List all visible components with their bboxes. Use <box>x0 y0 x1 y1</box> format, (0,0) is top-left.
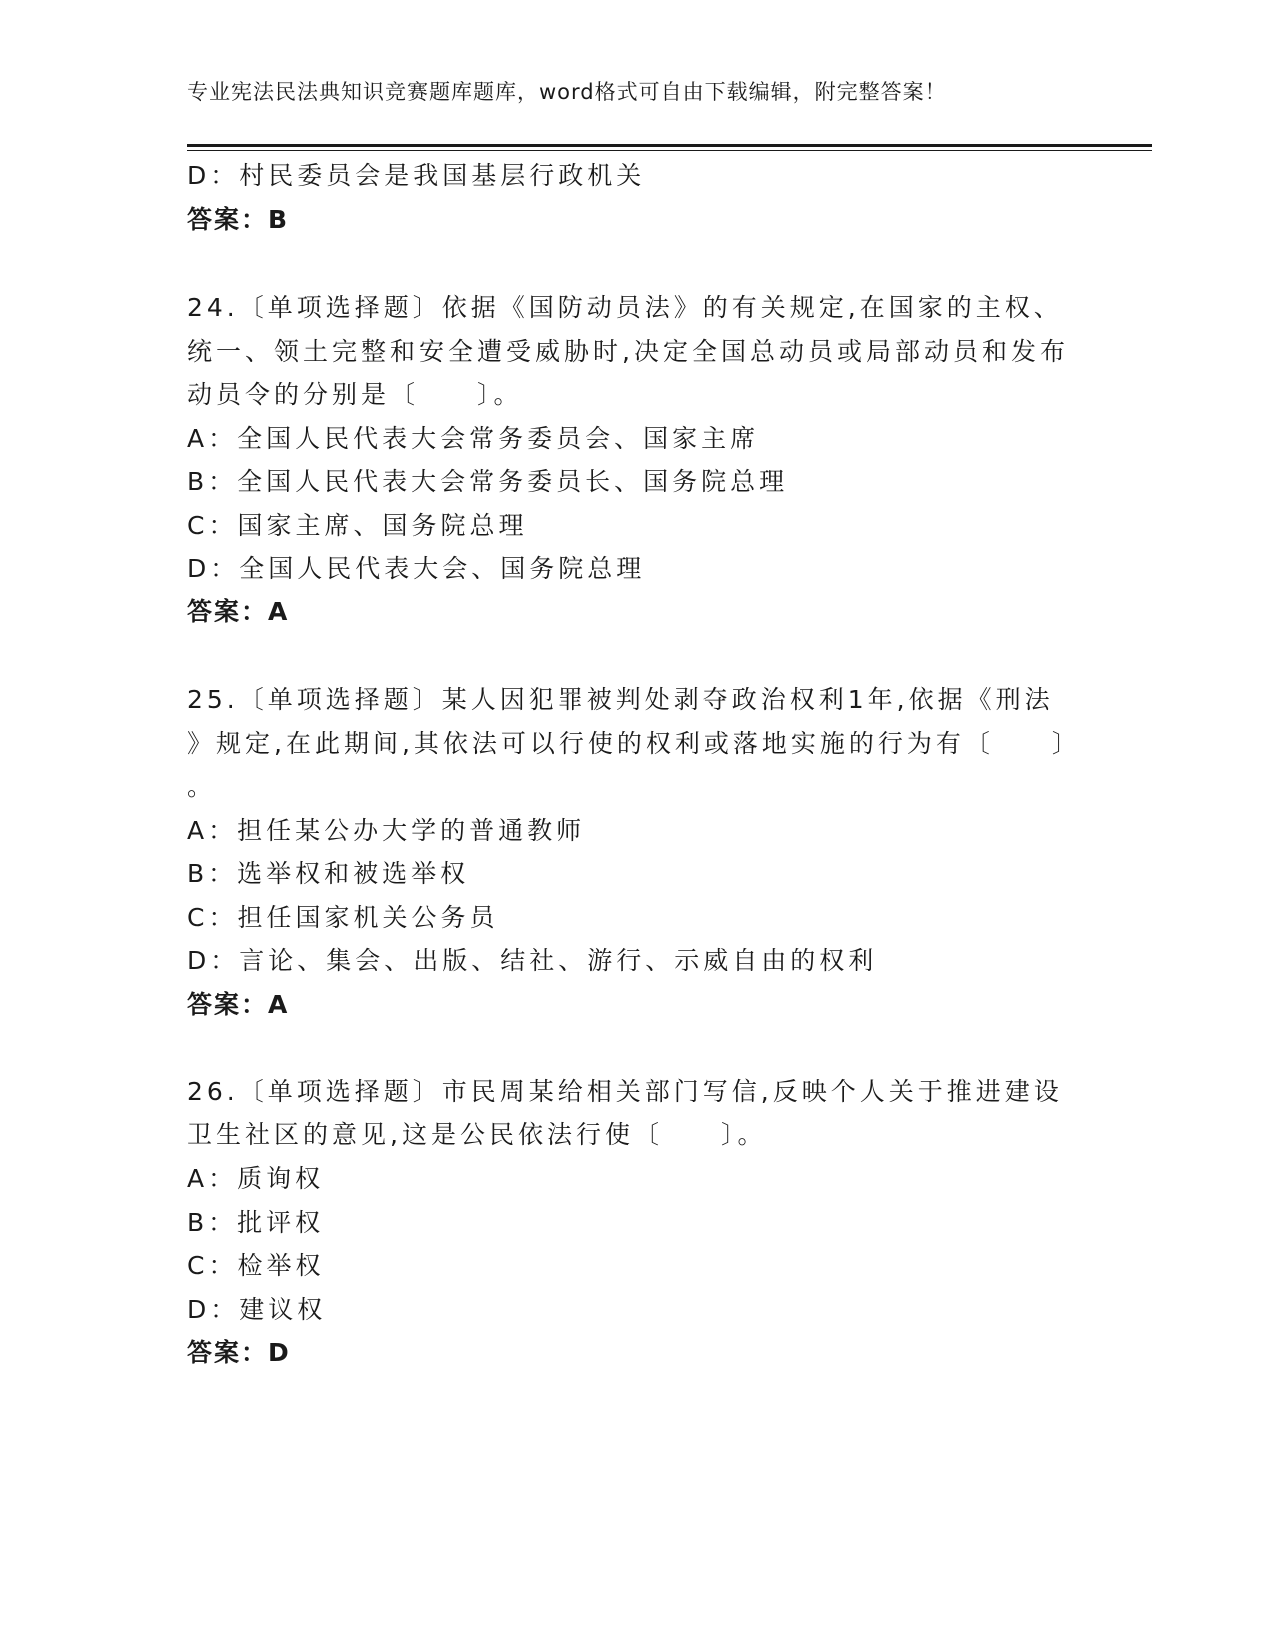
q24-option-a: A：全国人民代表大会常务委员会、国家主席 <box>187 424 760 453</box>
q25-stem-line-3: 。 <box>187 772 217 801</box>
q26-stem-line-1: 26.〔单项选择题〕市民周某给相关部门写信,反映个人关于推进建设 <box>187 1077 1063 1106</box>
q25-option-b: B：选举权和被选举权 <box>187 859 470 888</box>
q25-option-c: C：担任国家机关公务员 <box>187 903 499 932</box>
q25-option-d: D：言论、集会、出版、结社、游行、示威自由的权利 <box>187 946 878 975</box>
q24-stem-line-3: 动员令的分别是〔 〕。 <box>187 380 523 409</box>
prev-option-d: D：村民委员会是我国基层行政机关 <box>187 161 646 190</box>
q24-answer: 答案：A <box>187 597 290 626</box>
page-header: 专业宪法民法典知识竞赛题库题库，word格式可自由下载编辑，附完整答案！ <box>187 80 947 104</box>
q26-option-d: D：建议权 <box>187 1295 327 1324</box>
prev-answer: 答案：B <box>187 205 290 234</box>
q24-option-c: C：国家主席、国务院总理 <box>187 511 528 540</box>
q24-option-d: D：全国人民代表大会、国务院总理 <box>187 554 646 583</box>
header-rule-thick <box>187 144 1152 147</box>
q26-option-a: A：质询权 <box>187 1164 325 1193</box>
q24-option-b: B：全国人民代表大会常务委员长、国务院总理 <box>187 467 789 496</box>
q25-answer: 答案：A <box>187 990 290 1019</box>
q26-option-b: B：批评权 <box>187 1208 325 1237</box>
q25-option-a: A：担任某公办大学的普通教师 <box>187 816 586 845</box>
q26-option-c: C：检举权 <box>187 1251 325 1280</box>
q24-stem-line-1: 24.〔单项选择题〕依据《国防动员法》的有关规定,在国家的主权、 <box>187 293 1063 322</box>
q26-stem-line-2: 卫生社区的意见,这是公民依法行使〔 〕。 <box>187 1120 767 1149</box>
q25-stem-line-1: 25.〔单项选择题〕某人因犯罪被判处剥夺政治权利1年,依据《刑法 <box>187 685 1054 714</box>
q25-stem-line-2: 》规定,在此期间,其依法可以行使的权利或落地实施的行为有〔 〕 <box>187 729 1081 758</box>
q24-stem-line-2: 统一、领土完整和安全遭受威胁时,决定全国总动员或局部动员和发布 <box>187 337 1069 366</box>
header-rule-thin <box>187 150 1152 151</box>
q26-answer: 答案：D <box>187 1338 291 1367</box>
